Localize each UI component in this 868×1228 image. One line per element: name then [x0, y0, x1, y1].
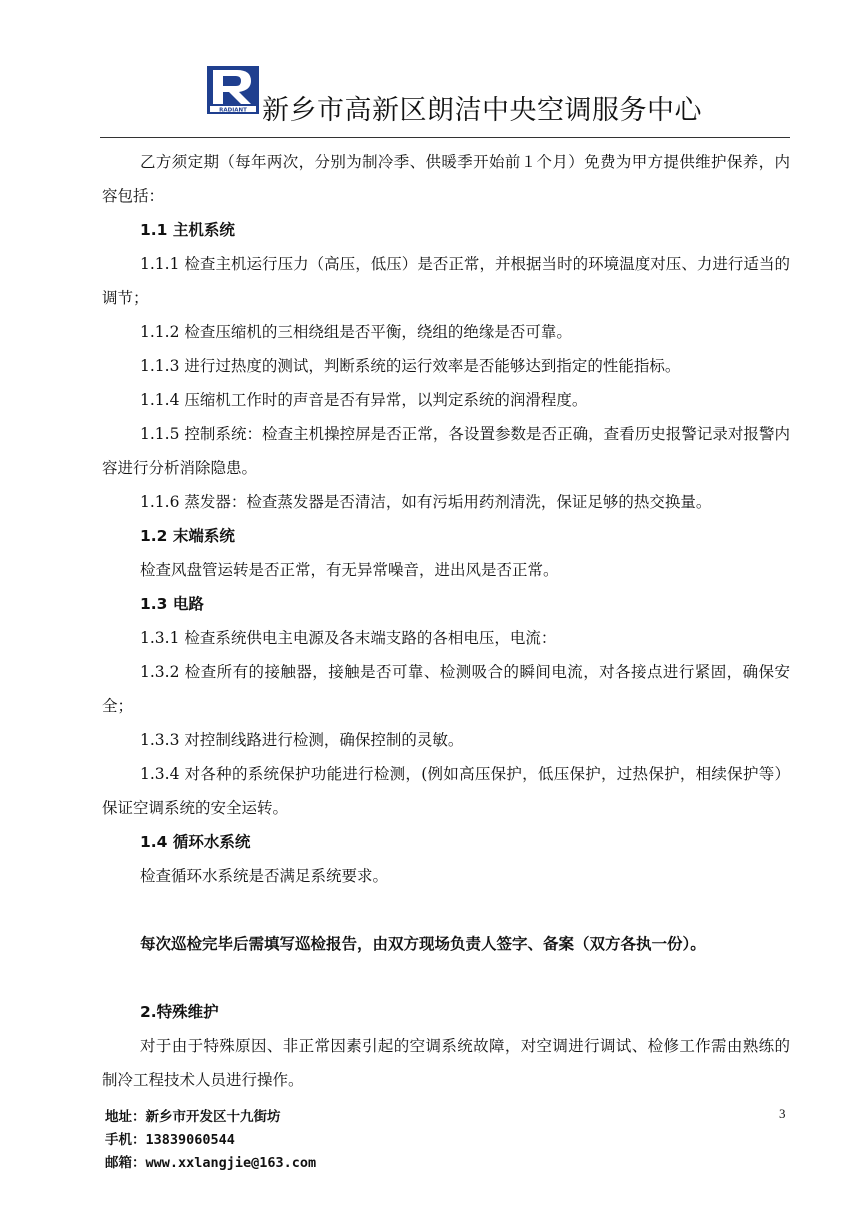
- item-1-3-4: 1.3.4 对各种的系统保护功能进行检测，(例如高压保护，低压保护，过热保护，相续保护等）保证空调系统的安全运转。: [102, 765, 790, 817]
- special-maintenance-text: 对于由于特殊原因、非正常因素引起的空调系统故障，对空调进行调试、检修工作需由熟练的制冷工程技术人员进行操作。: [102, 1037, 790, 1089]
- footer-address: [105, 1106, 316, 1129]
- item-1-3-2: 1.3.2 检查所有的接触器，接触是否可靠、检测吸合的瞬间电流，对各接点进行紧固，确保安全；: [102, 663, 790, 715]
- inspection-note: 每次巡检完毕后需填写巡检报告，由双方现场负责人签字、备案（双方各执一份）。: [140, 935, 706, 953]
- item-1-3-1: 1.3.1 检查系统供电主电源及各末端支路的各相电压，电流：: [140, 629, 557, 647]
- page-number: 3: [779, 1106, 786, 1121]
- spacer: [102, 893, 790, 927]
- company-name: 新乡市高新区朗洁中央空调服务中心: [262, 95, 702, 126]
- item-1-1-4: 1.1.4 压缩机工作时的声音是否有异常，以判定系统的润滑程度。: [140, 391, 588, 409]
- section-heading-1-3: 1.3 电路: [140, 595, 204, 613]
- email-value: www.xxlangjie@163.com: [145, 1155, 317, 1171]
- item-1-1-1: 1.1.1 检查主机运行压力（高压，低压）是否正常，并根据当时的环境温度对压、力进行适当的调节；: [102, 255, 790, 307]
- item-1-1-5: 1.1.5 控制系统：检查主机操控屏是否正常，各设置参数是否正确，查看历史报警记录对报警内容进行分析消除隐患。: [102, 425, 790, 477]
- item-1-3-3: 1.3.3 对控制线路进行检测，确保控制的灵敏。: [140, 731, 464, 749]
- logo-text: RADIANT: [219, 107, 247, 114]
- email-label: 邮箱：: [105, 1155, 146, 1171]
- section-heading-1-2: 1.2 末端系统: [140, 527, 235, 545]
- phone-label: 手机：: [105, 1132, 146, 1148]
- item-1-1-3: 1.1.3 进行过热度的测试，判断系统的运行效率是否能够达到指定的性能指标。: [140, 357, 681, 375]
- item-1-2: 检查风盘管运转是否正常，有无异常噪音，进出风是否正常。: [140, 561, 559, 579]
- address-label: 地址：: [105, 1109, 146, 1125]
- document-body: [102, 145, 790, 1097]
- header-divider: [100, 137, 790, 138]
- section-heading-1-1: 1.1 主机系统: [140, 221, 235, 239]
- radiant-logo: [207, 66, 259, 114]
- item-1-4: 检查循环水系统是否满足系统要求。: [140, 867, 389, 885]
- section-heading-2: 2.特殊维护: [140, 1003, 219, 1021]
- intro-paragraph: 乙方须定期（每年两次，分别为制冷季、供暖季开始前１个月）免费为甲方提供维护保养，内容包括：: [102, 153, 790, 205]
- section-heading-1-4: 1.4 循环水系统: [140, 833, 251, 851]
- spacer: [102, 961, 790, 995]
- item-1-1-2: 1.1.2 检查压缩机的三相绕组是否平衡，绕组的绝缘是否可靠。: [140, 323, 572, 341]
- footer-phone: [105, 1129, 316, 1152]
- address-value: 新乡市开发区十九街坊: [145, 1109, 281, 1125]
- footer-contact: [105, 1106, 316, 1175]
- footer-email: [105, 1152, 316, 1175]
- item-1-1-6: 1.1.6 蒸发器：检查蒸发器是否清洁，如有污垢用药剂清洗，保证足够的热交换量。: [140, 493, 712, 511]
- phone-value: 13839060544: [145, 1132, 235, 1148]
